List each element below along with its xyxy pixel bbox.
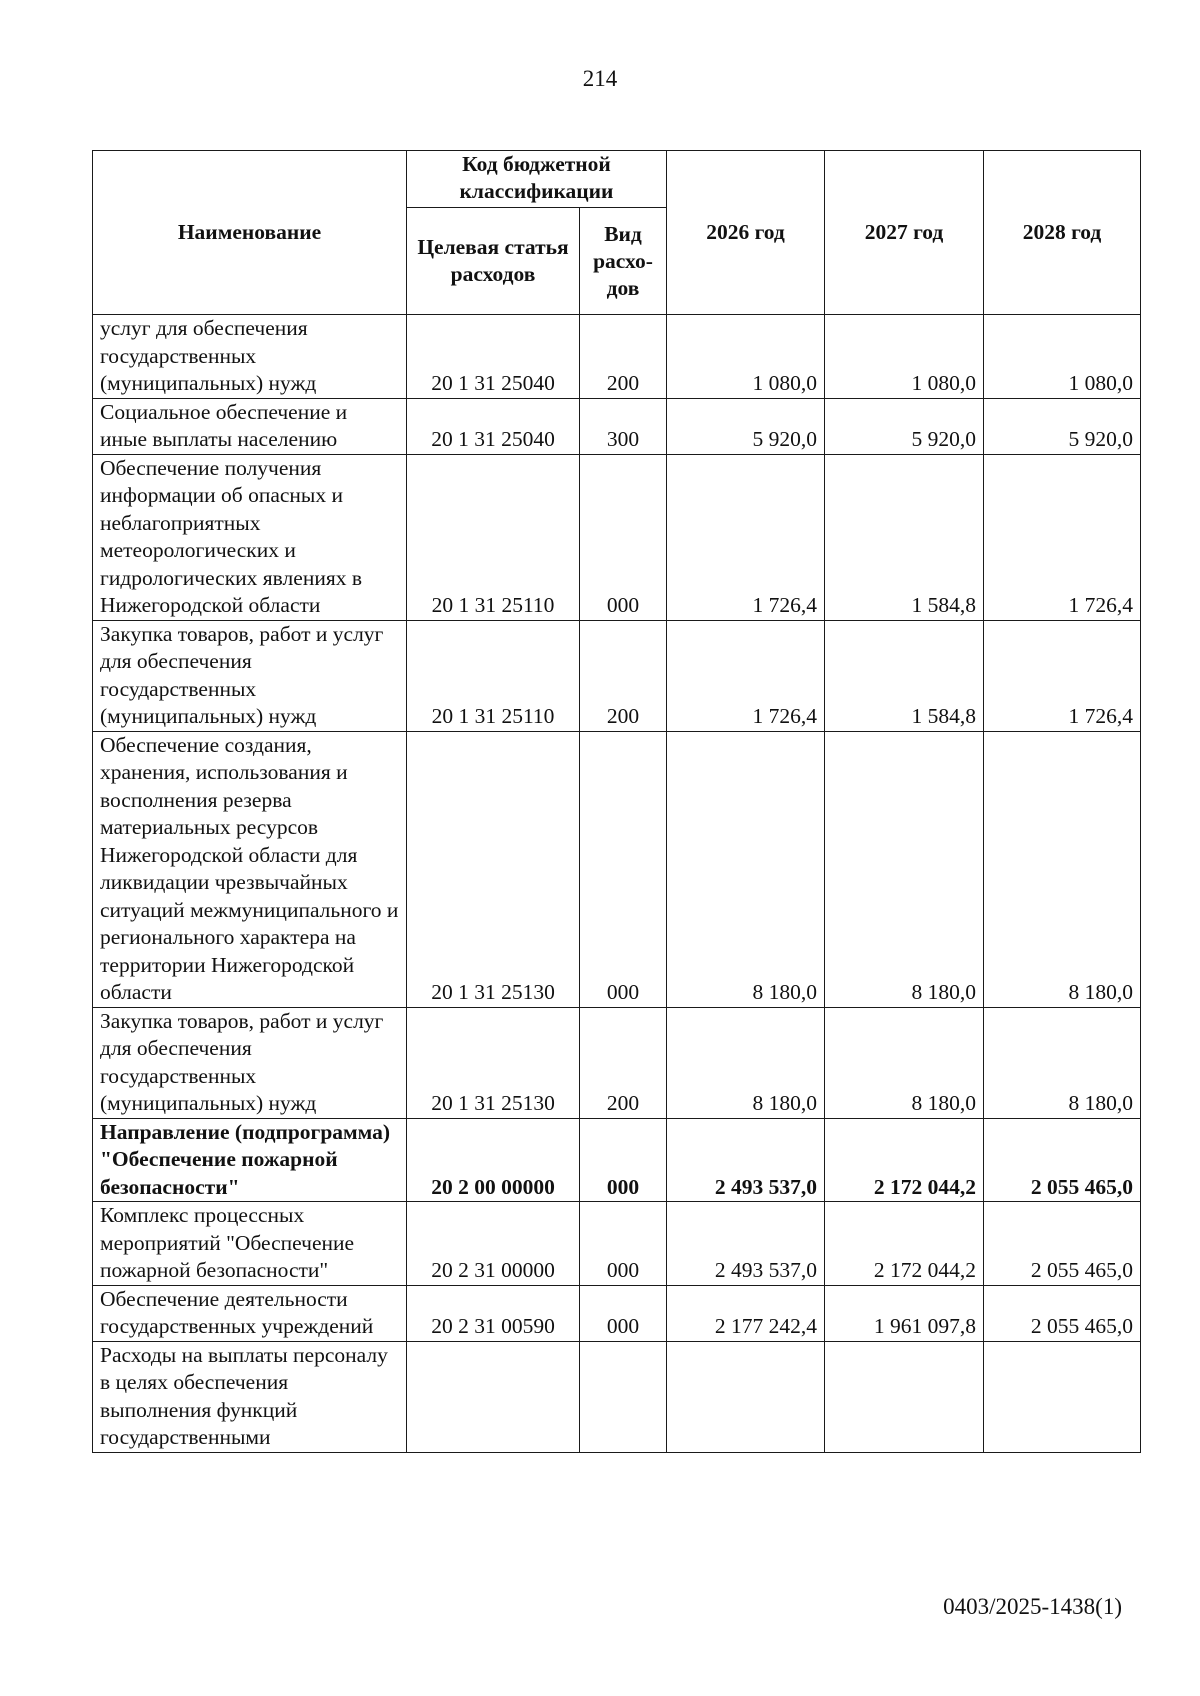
row-code: 20 1 31 25130 [407, 731, 580, 1007]
row-name: Обеспечение деятельности государственных учреждений [93, 1285, 407, 1341]
table-row [93, 731, 1141, 1007]
table-row-subprogram [93, 1118, 1141, 1202]
table-row [93, 454, 1141, 620]
row-name: услуг для обеспечения государственных (муниципальных) нужд [93, 315, 407, 399]
header-expense-type: Вид расхо-дов [580, 208, 667, 315]
header-2028: 2028 год [984, 151, 1141, 315]
row-code: 20 2 31 00000 [407, 1202, 580, 1286]
table-row [93, 1007, 1141, 1118]
table-row [93, 315, 1141, 399]
row-2026: 5 920,0 [667, 398, 825, 454]
document-code: 0403/2025-1438(1) [943, 1594, 1122, 1619]
row-2028: 1 726,4 [984, 620, 1141, 731]
row-2027: 1 584,8 [825, 620, 984, 731]
row-vid: 000 [580, 1118, 667, 1202]
row-name: Комплекс процессных мероприятий "Обеспечение пожарной безопасности" [93, 1202, 407, 1286]
row-2027: 8 180,0 [825, 731, 984, 1007]
row-2026: 2 493 537,0 [667, 1118, 825, 1202]
row-name: Направление (подпрограмма) "Обеспечение пожарной безопасности" [93, 1118, 407, 1202]
row-2026: 8 180,0 [667, 731, 825, 1007]
row-code: 20 1 31 25110 [407, 454, 580, 620]
row-name: Закупка товаров, работ и услуг для обеспечения государственных (муниципальных) нужд [93, 620, 407, 731]
row-2026: 8 180,0 [667, 1007, 825, 1118]
row-2027: 1 080,0 [825, 315, 984, 399]
row-code [407, 1341, 580, 1452]
row-2027: 8 180,0 [825, 1007, 984, 1118]
row-2026: 2 493 537,0 [667, 1202, 825, 1286]
row-code: 20 1 31 25130 [407, 1007, 580, 1118]
row-name: Социальное обеспечение и иные выплаты населению [93, 398, 407, 454]
row-2028: 8 180,0 [984, 731, 1141, 1007]
row-code: 20 1 31 25110 [407, 620, 580, 731]
header-name: Наименование [93, 151, 407, 315]
row-2026: 1 726,4 [667, 454, 825, 620]
row-name: Расходы на выплаты персоналу в целях обеспечения выполнения функций государственными [93, 1341, 407, 1452]
row-2026: 1 080,0 [667, 315, 825, 399]
row-2027 [825, 1341, 984, 1452]
row-2028: 1 080,0 [984, 315, 1141, 399]
row-2027: 2 172 044,2 [825, 1118, 984, 1202]
row-vid: 300 [580, 398, 667, 454]
row-vid: 000 [580, 454, 667, 620]
row-name: Закупка товаров, работ и услуг для обеспечения государственных (муниципальных) нужд [93, 1007, 407, 1118]
row-2027: 2 172 044,2 [825, 1202, 984, 1286]
row-name: Обеспечение создания, хранения, использования и восполнения резерва материальных ресурсов Нижегородской области для ликвидации чрезвычайных ситуаций межмуниципального и регионального характера на территории Нижегородской области [93, 731, 407, 1007]
row-vid: 200 [580, 1007, 667, 1118]
row-2028: 1 726,4 [984, 454, 1141, 620]
table-row [93, 620, 1141, 731]
budget-table [92, 150, 1141, 1453]
row-vid: 000 [580, 731, 667, 1007]
row-2028: 8 180,0 [984, 1007, 1141, 1118]
row-code: 20 1 31 25040 [407, 398, 580, 454]
row-2026: 1 726,4 [667, 620, 825, 731]
row-vid: 000 [580, 1285, 667, 1341]
row-2028: 2 055 465,0 [984, 1118, 1141, 1202]
table-row [93, 398, 1141, 454]
page-number: 214 [582, 66, 618, 91]
row-vid: 200 [580, 620, 667, 731]
row-2028 [984, 1341, 1141, 1452]
header-2026: 2026 год [667, 151, 825, 315]
row-2028: 2 055 465,0 [984, 1202, 1141, 1286]
row-vid: 200 [580, 315, 667, 399]
row-2028: 5 920,0 [984, 398, 1141, 454]
row-2026 [667, 1341, 825, 1452]
row-code: 20 1 31 25040 [407, 315, 580, 399]
row-2027: 1 584,8 [825, 454, 984, 620]
table-row [93, 1202, 1141, 1286]
row-name: Обеспечение получения информации об опасных и неблагоприятных метеорологических и гидрологических явлениях в Нижегородской области [93, 454, 407, 620]
header-classification: Код бюджетной классификации [407, 151, 667, 208]
row-2026: 2 177 242,4 [667, 1285, 825, 1341]
row-2027: 1 961 097,8 [825, 1285, 984, 1341]
row-2027: 5 920,0 [825, 398, 984, 454]
table-row [93, 1285, 1141, 1341]
table-row [93, 1341, 1141, 1452]
header-target-article: Целевая статья расходов [407, 208, 580, 315]
row-2028: 2 055 465,0 [984, 1285, 1141, 1341]
row-code: 20 2 31 00590 [407, 1285, 580, 1341]
header-2027: 2027 год [825, 151, 984, 315]
row-vid: 000 [580, 1202, 667, 1286]
row-code: 20 2 00 00000 [407, 1118, 580, 1202]
row-vid [580, 1341, 667, 1452]
